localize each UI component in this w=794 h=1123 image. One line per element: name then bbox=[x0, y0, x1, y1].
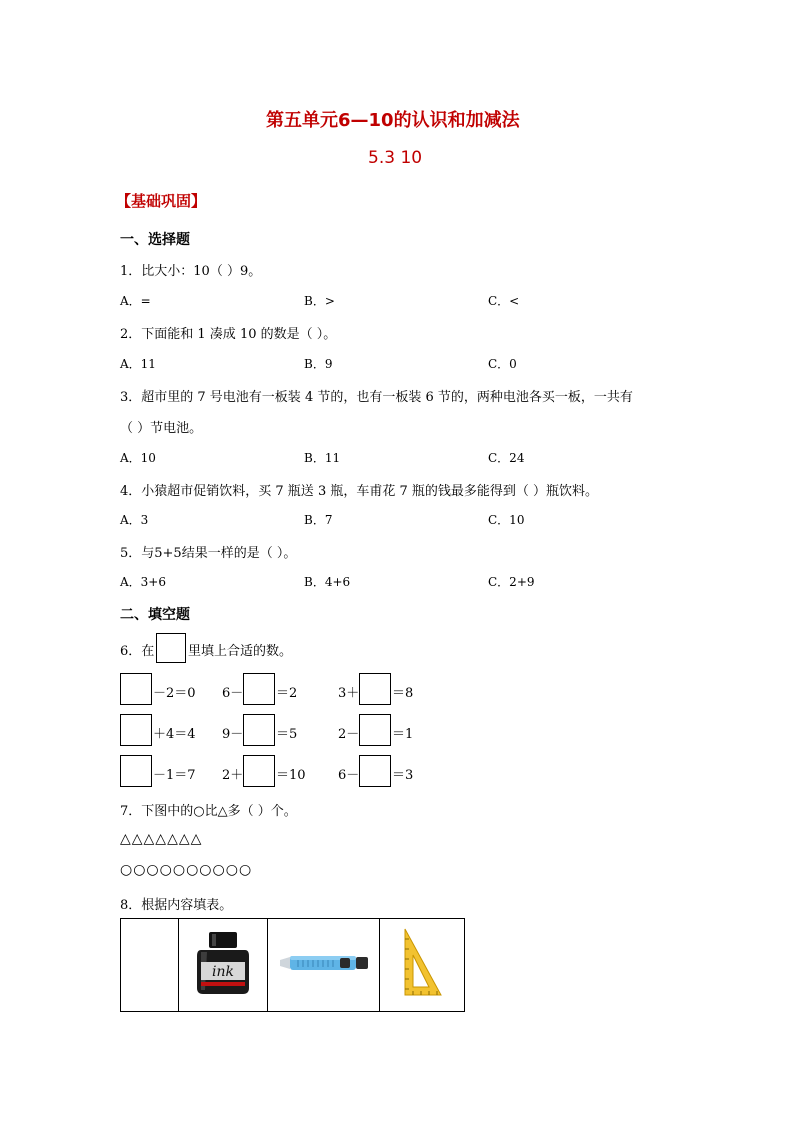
q2-option-a: A．11 bbox=[120, 357, 156, 371]
q2-option-b: B．9 bbox=[304, 357, 333, 371]
answer-box[interactable] bbox=[359, 755, 391, 787]
q1-option-b: B．> bbox=[304, 294, 335, 308]
question-5: 5．与5+5结果一样的是（ ）。 bbox=[120, 546, 297, 561]
question-8: 8．根据内容填表。 bbox=[120, 898, 233, 913]
triangles-row: △△△△△△△ bbox=[120, 831, 203, 847]
table-empty-cell[interactable] bbox=[121, 919, 179, 1012]
ink-bottle-icon bbox=[187, 928, 259, 998]
equation-text: ＋4＝4 bbox=[153, 727, 196, 742]
answer-box[interactable] bbox=[120, 755, 152, 787]
answer-box[interactable] bbox=[243, 673, 275, 705]
question-3: 3．超市里的 7 号电池有一板装 4 节的，也有一板装 6 节的，两种电池各买一板，一共有 bbox=[120, 390, 633, 405]
equation-text: 6－ bbox=[338, 768, 360, 783]
q5-option-c: C．2+9 bbox=[488, 575, 535, 589]
equation-text: 9－ bbox=[222, 727, 244, 742]
part1-heading: 一、选择题 bbox=[120, 232, 190, 248]
q3-option-c: C．24 bbox=[488, 451, 525, 465]
question-3-line2: （ ）节电池。 bbox=[120, 421, 203, 436]
q4-option-a: A．3 bbox=[120, 513, 149, 527]
table-cell-ruler bbox=[380, 919, 465, 1012]
utility-knife-icon bbox=[276, 948, 372, 978]
equation-text: 6－ bbox=[222, 686, 244, 701]
q1-option-c: C．< bbox=[488, 294, 520, 308]
equation-text: ＝3 bbox=[392, 768, 414, 783]
question-6-suffix: 里填上合适的数。 bbox=[188, 644, 293, 659]
question-2: 2．下面能和 1 凑成 10 的数是（ ）。 bbox=[120, 327, 337, 342]
q1-option-a: A．= bbox=[120, 294, 151, 308]
q3-option-a: A．10 bbox=[120, 451, 156, 465]
equation-text: －1＝7 bbox=[153, 768, 196, 783]
answer-box[interactable] bbox=[359, 673, 391, 705]
part2-heading: 二、填空题 bbox=[120, 607, 190, 623]
question-7: 7．下图中的○比△多（ ）个。 bbox=[120, 804, 297, 819]
circles-row: ○○○○○○○○○○ bbox=[120, 862, 253, 878]
section-label: 【基础巩固】 bbox=[116, 192, 207, 210]
table-cell-knife bbox=[268, 919, 380, 1012]
answer-box[interactable] bbox=[243, 714, 275, 746]
answer-box[interactable] bbox=[120, 714, 152, 746]
equation-text: ＝8 bbox=[392, 686, 414, 701]
table-cell-ink bbox=[179, 919, 268, 1012]
q4-option-b: B．7 bbox=[304, 513, 333, 527]
q3-option-b: B．11 bbox=[304, 451, 341, 465]
question-1: 1．比大小：10（ ）9。 bbox=[120, 264, 262, 279]
q2-option-c: C．0 bbox=[488, 357, 517, 371]
fill-table bbox=[120, 918, 465, 1012]
equation-text: ＝2 bbox=[276, 686, 298, 701]
equation-text: ＝1 bbox=[392, 727, 414, 742]
equation-text: －2＝0 bbox=[153, 686, 196, 701]
q5-option-a: A．3+6 bbox=[120, 575, 166, 589]
answer-box[interactable] bbox=[359, 714, 391, 746]
triangle-ruler-icon bbox=[399, 925, 445, 1001]
page-subtitle: 5.3 10 bbox=[368, 148, 423, 168]
page-title: 第五单元6—10的认识和加减法 bbox=[266, 110, 520, 131]
q4-option-c: C．10 bbox=[488, 513, 525, 527]
equation-text: ＝5 bbox=[276, 727, 298, 742]
equation-text: 3＋ bbox=[338, 686, 360, 701]
q5-option-b: B．4+6 bbox=[304, 575, 351, 589]
question-6-prefix: 6．在 bbox=[120, 644, 155, 659]
answer-box[interactable] bbox=[243, 755, 275, 787]
equation-text: ＝10 bbox=[276, 768, 306, 783]
answer-box[interactable] bbox=[120, 673, 152, 705]
equation-text: 2－ bbox=[338, 727, 360, 742]
q6-example-box bbox=[156, 633, 186, 663]
question-4: 4．小猿超市促销饮料，买 7 瓶送 3 瓶，车甫花 7 瓶的钱最多能得到（ ）瓶饮料。 bbox=[120, 484, 599, 499]
equation-text: 2＋ bbox=[222, 768, 244, 783]
svg-text:ink: ink bbox=[212, 964, 234, 980]
